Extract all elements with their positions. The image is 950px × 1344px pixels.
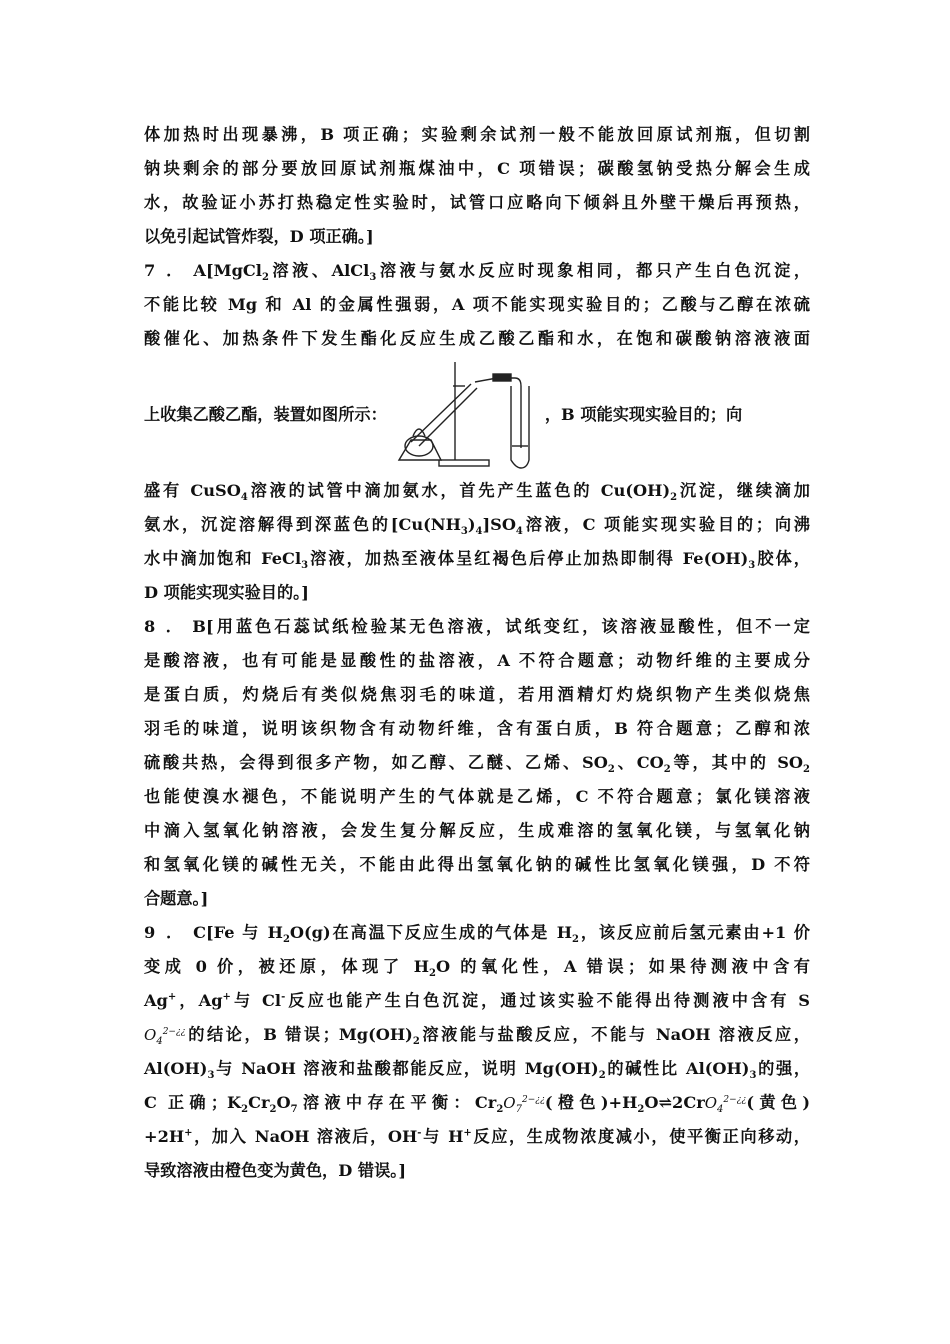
q8-line: 羽毛的味道，说明该织物含有动物纤维，含有蛋白质，B 符合题意；乙醇和浓	[144, 719, 810, 738]
q9-line: +2H+，加入 NaOH 溶液后，OH-与 H+反应，生成物浓度减小，使平衡正向移动，	[144, 1127, 810, 1146]
p6-line: 水，故验证小苏打热稳定性实验时，试管口应略向下倾斜且外壁干燥后再预热，	[144, 193, 810, 212]
q7-line: 水中滴加饱和 FeCl$_3$溶液，加热至液体呈红褐色后停止加热即制得 $Fe(OH)_3$胶体，	[144, 549, 810, 572]
p6-line: 以免引起试管炸裂，D 项正确。]	[144, 227, 374, 246]
q8-line: 中滴入氢氧化钠溶液，会发生复分解反应，生成难溶的氢氧化镁，与氢氧化钠	[144, 821, 810, 840]
q8-number: 8．B	[144, 617, 206, 636]
q8-line: 也能使溴水褪色，不能说明产生的气体就是乙烯，C 不符合题意；氯化镁溶液	[144, 787, 810, 806]
q8-line: 8．B[用蓝色石蕊试纸检验某无色溶液，试纸变红，该溶液显酸性，但不一定	[144, 610, 810, 644]
q7-line: 氨水，沉淀溶解得到深蓝色的$[Cu(NH_3)_4]SO_4$溶液，C 项能实现实验目的；向沸	[144, 515, 810, 538]
q8-line: 合题意。]	[144, 889, 209, 908]
q7-line: 不能比较 Mg 和 Al 的金属性强弱，A 项不能实现实验目的；乙酸与乙醇在浓硫	[144, 295, 810, 314]
q9-line: 导致溶液由橙色变为黄色，D 错误。]	[144, 1161, 407, 1180]
q9-line: Ag+，Ag+与 Cl-反应也能产生白色沉淀，通过该实验不能得出待测液中含有 S	[144, 991, 810, 1010]
q9-line: 变成 0 价，被还原，体现了 $H_2O$ 的氧化性，A 错误；如果待测液中含有	[144, 957, 810, 980]
q7-number: 7．A	[144, 261, 206, 280]
dichromate-ion: $O_7^{2-¿¿}$	[503, 1094, 545, 1115]
answer-page	[144, 118, 810, 1188]
q9-line: $Al(OH)_3$与 NaOH 溶液和盐酸都能反应，说明 $Mg(OH)_2$的碱性比 $Al(OH)_3$的强，	[144, 1059, 811, 1082]
q7-line: 酸催化、加热条件下发生酯化反应生成乙酸乙酯和水，在饱和碳酸钠溶液液面	[144, 329, 810, 348]
q7-figure-line: 上收集乙酸乙酯，装置如图所示： ，B 项能实现实验目的；向	[144, 356, 810, 474]
q8-line: 硫酸共热，会得到很多产物，如乙醇、乙醚、乙烯、$SO_2$、$CO_2$等，其中的 $SO_2$	[144, 753, 810, 776]
q7-line: 盛有 CuSO$_4$溶液的试管中滴加氨水，首先产生蓝色的 $Cu(OH)_2$沉淀，继续滴加	[144, 481, 810, 504]
q9-line: 9．C[Fe 与 $H_2O(g)$在高温下反应生成的气体是 $H_2$，该反应前后氢元素由+1 价	[144, 916, 810, 950]
ester-apparatus-figure	[393, 356, 539, 474]
q8-line: 和氢氧化镁的碱性无关，不能由此得出氢氧化钠的碱性比氢氧化镁强，D 不符	[144, 855, 810, 874]
q9-line: $O_4^{2-¿¿}$的结论，B 错误；$Mg(OH)_2$溶液能与盐酸反应，不能与 NaOH 溶液反应，	[144, 1025, 810, 1048]
q7-line: 7．A[MgCl$_2$溶液、AlCl$_3$溶液与氨水反应时现象相同，都只产生白色沉淀，	[144, 254, 810, 288]
chromate-ion: $O_4^{2-¿¿}$	[704, 1094, 747, 1115]
p6-line: 钠块剩余的部分要放回原试剂瓶煤油中，C 项错误；碳酸氢钠受热分解会生成	[144, 159, 810, 178]
q9-line: C 正确；$K_2Cr_2O_7$溶液中存在平衡：$Cr_2O_7^{2-¿¿}$(橙色)$+H_2O\rightleftharpoons 2CrO_4^{2-¿¿}$(黄色)	[144, 1093, 810, 1116]
p6-line: 体加热时出现暴沸，B 项正确；实验剩余试剂一般不能放回原试剂瓶，但切割	[144, 125, 810, 144]
q8-line: 是蛋白质，灼烧后有类似烧焦羽毛的味道，若用酒精灯灼烧织物产生类似烧焦	[144, 685, 810, 704]
q7-line: D 项能实现实验目的。]	[144, 583, 309, 602]
q8-line: 是酸溶液，也有可能是显酸性的盐溶液，A 不符合题意；动物纤维的主要成分	[144, 651, 810, 670]
sulfate-ion: $O_4^{2-¿¿}$	[144, 1026, 186, 1047]
q9-number: 9．C	[144, 923, 206, 942]
